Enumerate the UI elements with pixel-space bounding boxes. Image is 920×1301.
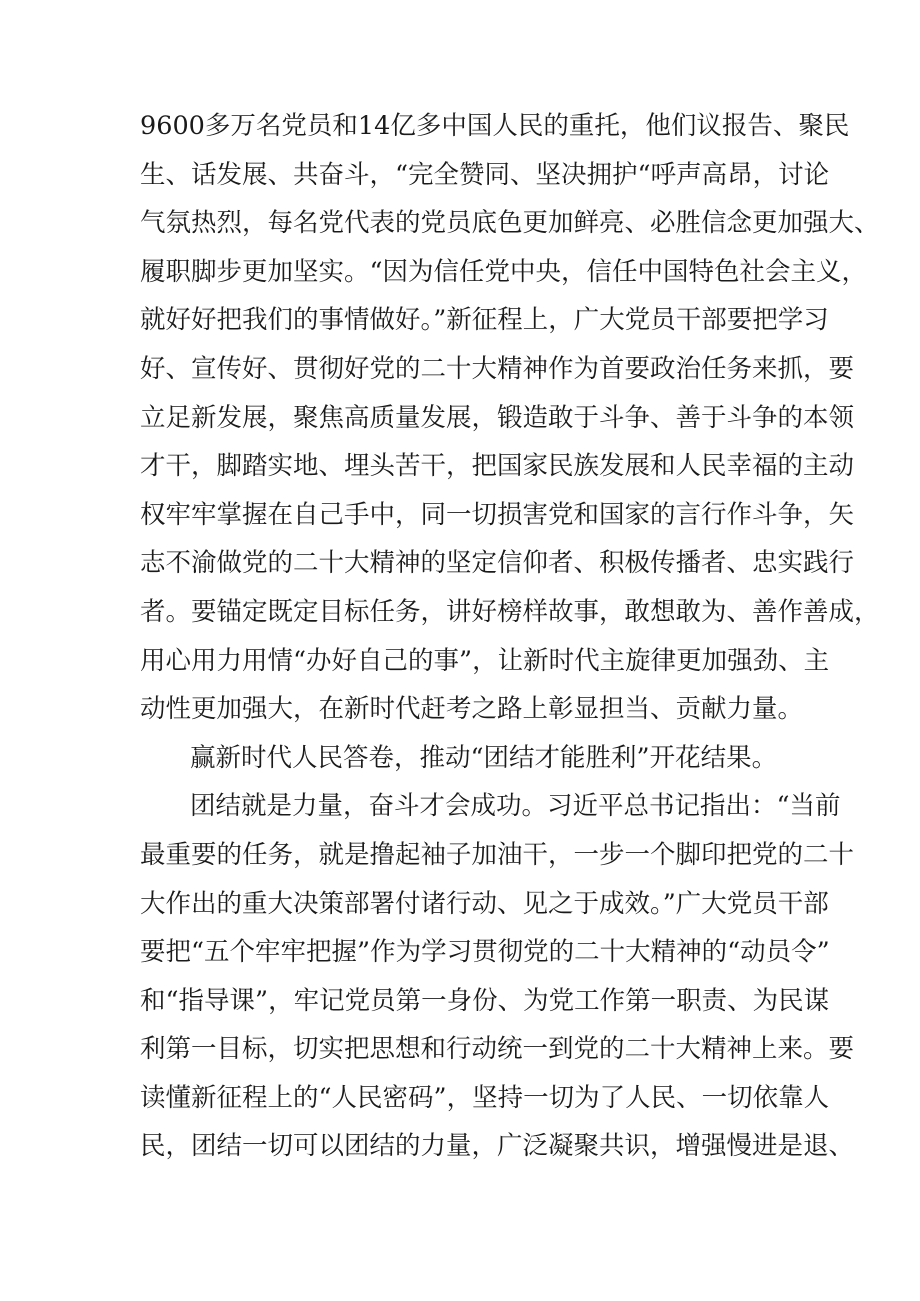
text-line: 立足新发展，聚焦高质量发展，锻造敢于斗争、善于斗争的本领 (140, 402, 855, 433)
text-line: 志不渝做党的二十大精神的坚定信仰者、积极传播者、忠实践行 (140, 548, 855, 579)
text-line: 好、宣传好、贯彻好党的二十大精神作为首要政治任务来抓，要 (140, 353, 855, 384)
text-line: 大作出的重大决策部署付诸行动、见之于成效。”广大党员干部 (140, 888, 829, 919)
text-line: 要把“五个牢牢把握”作为学习贯彻党的二十大精神的“动员令” (140, 937, 830, 968)
text-line: 权牢牢掌握在自己手中，同一切损害党和国家的言行作斗争，矢 (140, 499, 855, 530)
text-line: 才干，脚踏实地、埋头苦干，把国家民族发展和人民幸福的主动 (140, 451, 855, 482)
text-line: 动性更加强大，在新时代赶考之路上彰显担当、贡献力量。 (140, 694, 804, 725)
text-line: 者。要锚定既定目标任务，讲好榜样故事，敢想敢为、善作善成， (140, 596, 880, 627)
text-line: 利第一目标，切实把思想和行动统一到党的二十大精神上来。要 (140, 1034, 855, 1065)
text-line: 和“指导课”，牢记党员第一身份、为党工作第一职责、为民谋 (140, 985, 830, 1016)
text-line: 生、话发展、共奋斗，“完全赞同、坚决拥护“呼声高昂，讨论 (140, 159, 830, 190)
text-line: 团结就是力量，奋斗才会成功。习近平总书记指出：“当前 (190, 791, 841, 822)
text-line: 用心用力用情“办好自己的事”，让新时代主旋律更加强劲、主 (140, 645, 830, 676)
text-line: 民，团结一切可以团结的力量，广泛凝聚共识，增强慢进是退、 (140, 1131, 855, 1162)
text-line: 赢新时代人民答卷，推动“团结才能胜利”开花结果。 (190, 742, 778, 773)
text-line: 就好好把我们的事情做好。”新征程上，广大党员干部要把学习 (140, 305, 829, 336)
text-line: 最重要的任务，就是撸起袖子加油干，一步一个脚印把党的二十 (140, 839, 855, 870)
text-line: 读懂新征程上的“人民密码”，坚持一切为了人民、一切依靠人 (140, 1082, 830, 1113)
body-text (140, 102, 880, 1171)
text-line: 履职脚步更加坚实。“因为信任党中央，信任中国特色社会主义， (140, 256, 868, 287)
text-line: 9600多万名党员和14亿多中国人民的重托，他们议报告、聚民 (140, 111, 850, 141)
text-line: 气氛热烈，每名党代表的党员底色更加鲜亮、必胜信念更加强大、 (140, 208, 880, 239)
